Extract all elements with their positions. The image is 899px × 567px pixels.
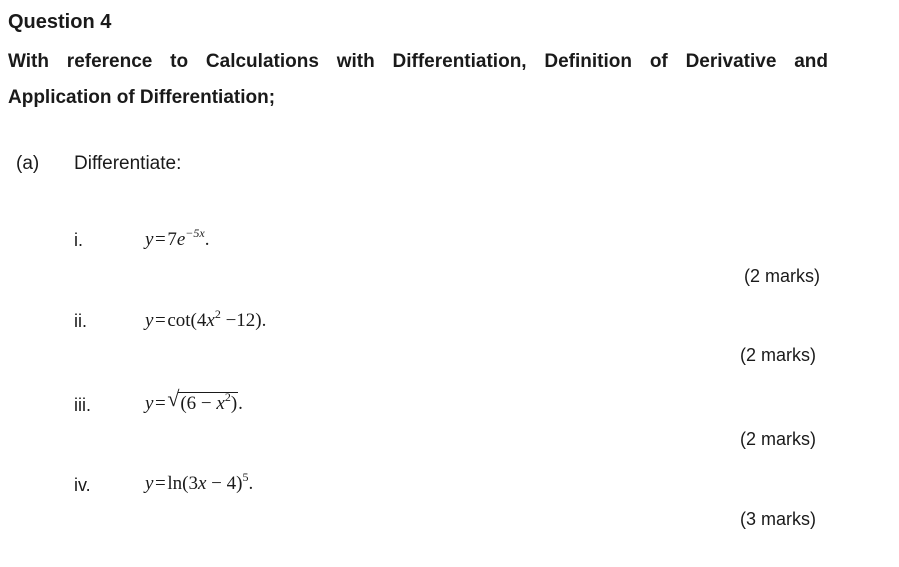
item-ii-lhs: y <box>145 310 154 331</box>
item-iii-marks: (2 marks) <box>740 429 816 449</box>
part-a-label: (a) <box>16 153 40 174</box>
item-ii-numeral: ii. <box>74 311 87 331</box>
item-iv-rest: − 4) <box>206 473 243 494</box>
item-ii-variable: x <box>206 310 215 331</box>
item-i-lhs: y <box>145 229 154 250</box>
item-iii-equals: = <box>155 393 166 414</box>
item-iv-numeral: iv. <box>74 475 91 495</box>
item-iii-variable: x <box>216 393 225 414</box>
item-iii-radical <box>167 386 238 415</box>
item-i-expression <box>145 226 210 251</box>
item-ii-function: cot(4 <box>167 310 207 331</box>
item-ii-expression <box>145 307 267 332</box>
item-iv-power: 5 <box>242 470 249 484</box>
square-root-icon: √ <box>167 386 180 411</box>
item-i-base: e <box>176 229 186 250</box>
part-a-instruction: Differentiate: <box>74 153 182 174</box>
item-iii-power: 2 <box>224 390 231 404</box>
item-iii-radicand-close: ) <box>230 393 238 414</box>
question-intro <box>8 44 828 116</box>
item-iv-expression <box>145 470 254 495</box>
item-i-equals: = <box>155 229 166 250</box>
item-iii-tail: . <box>238 393 243 414</box>
item-ii-marks: (2 marks) <box>740 345 816 365</box>
item-iii-numeral: iii. <box>74 395 91 415</box>
item-iii-radicand-open: (6 − <box>180 393 217 414</box>
item-ii-power: 2 <box>214 307 221 321</box>
item-ii-rest: −12). <box>220 310 267 331</box>
item-iii-expression <box>145 386 243 415</box>
item-iii-lhs: y <box>145 393 154 414</box>
item-i-tail: . <box>204 229 210 250</box>
intro-line-2: Application of Differentiation; <box>8 87 276 108</box>
item-i-exponent: −5x <box>185 226 205 240</box>
item-iv-lhs: y <box>145 473 154 494</box>
item-i-numeral: i. <box>74 230 83 250</box>
question-title: Question 4 <box>8 11 112 33</box>
item-i-marks: (2 marks) <box>744 266 820 286</box>
item-i-coefficient: 7 <box>167 229 177 250</box>
item-iv-marks: (3 marks) <box>740 509 816 529</box>
item-ii-equals: = <box>155 310 166 331</box>
item-iv-equals: = <box>155 473 166 494</box>
item-iv-variable: x <box>197 473 207 494</box>
intro-line-1: With reference to Calculations with Differentiation, Definition of Derivative and <box>8 51 828 72</box>
item-iv-function: ln(3 <box>167 473 198 494</box>
item-iv-tail: . <box>248 473 254 494</box>
